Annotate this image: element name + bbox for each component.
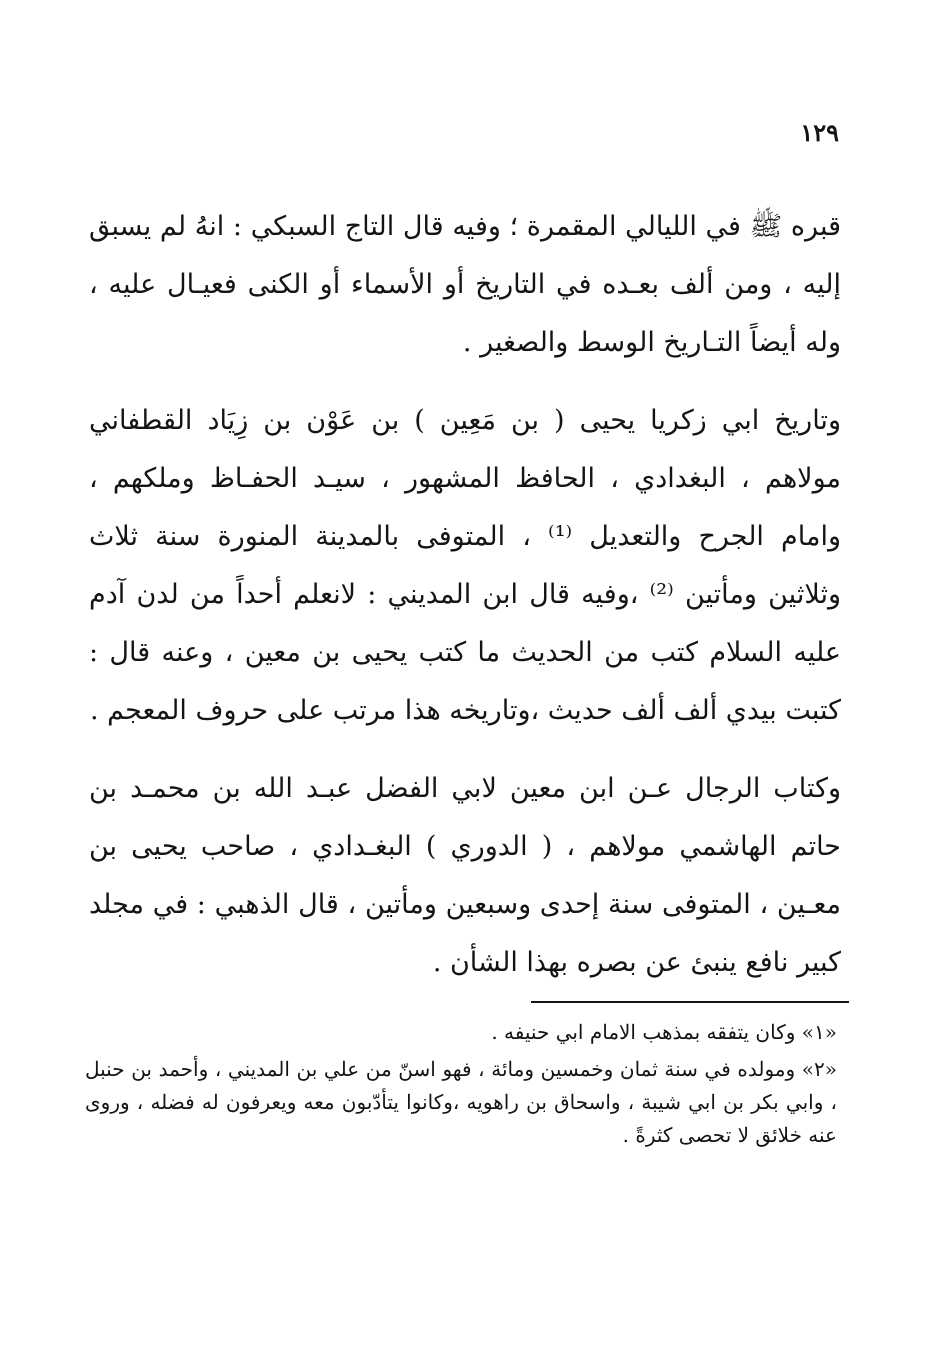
main-text	[89, 198, 841, 1012]
footnote-divider	[531, 1001, 849, 1003]
paragraph-tarikh-bukhari-end: قبره ﷺ في الليالي المقمرة ؛ وفيه قال التاج السبكي : انهُ لم يسبق إليه ، ومن ألف بعـده في التاريخ أو الأسماء أو الكنى فعيـال عليه ، وله أيضاً التـاريخ الوسط والصغير .	[89, 211, 841, 358]
footnote-2: «٢» ومولده في سنة ثمان وخمسين ومائة ، فهو اسنّ من علي بن المديني ، وأحمد بن حنبل ، وابي بكر بن ابي شيبة ، واسحاق بن راهويه ،وكانوا يتأدّبون معه ويعرفون له فضله ، وروى عنه خلائق لا تحصى كثرةً .	[85, 1057, 837, 1147]
page-number: ١٢٩	[800, 118, 839, 147]
paragraph-kitab-al-rijal: وكتاب الرجال عـن ابن معين لابي الفضل عبـد الله بن محمـد بن حاتم الهاشمي مولاهم ، ( الدوري ) البغـدادي ، صاحب يحيى بن معـين ، المتوفى سنة إحدى وسبعين ومأتين ، قال الذهبي : في مجلد كبير نافع ينبئ عن بصره بهذا الشأن .	[89, 773, 841, 978]
footnote-1: «١» وكان يتفقه بمذهب الامام ابي حنيفه .	[491, 1020, 837, 1044]
paragraph-tarikh-ibn-maeen: وتاريخ ابي زكريا يحيى ( بن مَعِين ) بن عَوْن بن زِيَاد القطفاني مولاهم ، البغدادي ، الحافظ المشهور ، سيـد الحفـاظ وملكهم ، وامام الجرح والتعديل ⁽¹⁾ ، المتوفى بالمدينة المنورة سنة ثلاث وثلاثين ومأتين ⁽²⁾ ،وفيه قال ابن المديني : لانعلم أحداً من لدن آدم عليه السلام كتب من الحديث ما كتب يحيى بن معين ، وعنه قال : كتبت بيدي ألف ألف حديث ،وتاريخه هذا مرتب على حروف المعجم .	[89, 405, 841, 726]
footnotes	[85, 1016, 837, 1156]
